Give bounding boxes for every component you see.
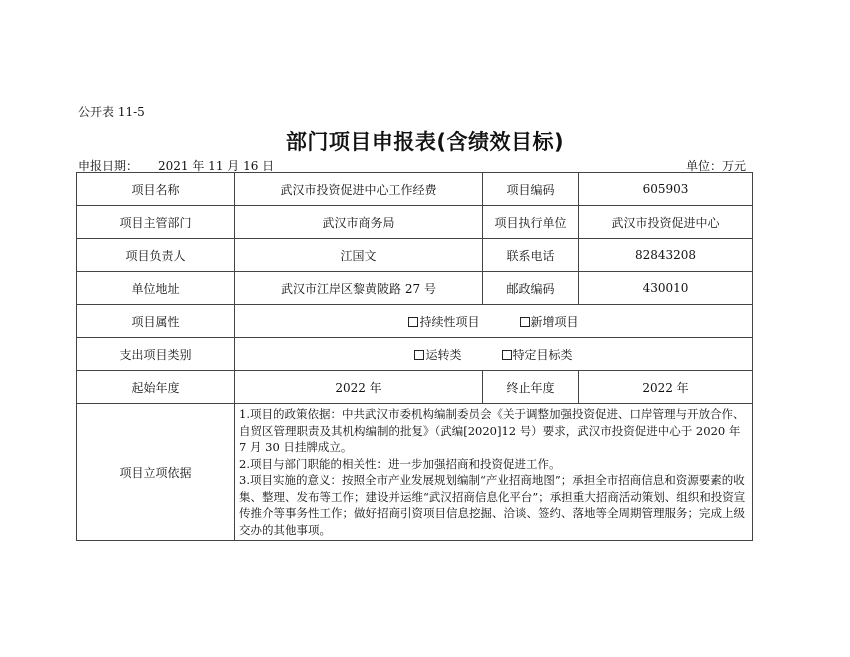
cell-label: 终止年度 (483, 371, 579, 404)
attr-options (235, 305, 753, 338)
checkbox-option[interactable] (414, 346, 461, 363)
type-options (235, 338, 753, 371)
basis-line: 3.项目实施的意义：按照全市产业发展规划编制“产业招商地图”；承担全市招商信息和资源要素的收集、整理、发布等工作；建设并运维“武汉招商信息化平台”；承担重大招商活动策划、组织和投资宣传推介等事务性工作；做好招商引资项目信息挖掘、洽谈、签约、落地等全周期管理服务；完成上级交办的其他事项。 (239, 473, 746, 537)
exec-unit-value: 武汉市投资促进中心 (579, 206, 753, 239)
table-row (77, 206, 753, 239)
table-row (77, 371, 753, 404)
end-year-value: 2022 年 (579, 371, 753, 404)
checkbox-icon[interactable] (520, 317, 530, 327)
document-reference: 公开表 11-5 (78, 105, 145, 119)
checkbox-icon[interactable] (414, 350, 424, 360)
cell-label: 项目负责人 (77, 239, 235, 272)
basis-line: 1.项目的政策依据：中共武汉市委机构编制委员会《关于调整加强投资促进、口岸管理与开放合作、自贸区管理职责及其机构编制的批复》（武编[2020]12 号）要求，武汉市投资促进中心于 2020 年 7 月 30 日挂牌成立。 (239, 407, 745, 454)
table-row (77, 338, 753, 371)
table-row (77, 305, 753, 338)
phone-value: 82843208 (579, 239, 753, 272)
cell-label: 项目立项依据 (77, 404, 235, 541)
checkbox-option[interactable] (408, 313, 479, 330)
currency-unit: 单位：万元 (685, 159, 746, 173)
cell-label: 联系电话 (483, 239, 579, 272)
cell-label: 支出项目类别 (77, 338, 235, 371)
table-row (77, 272, 753, 305)
option-label: 特定目标类 (512, 347, 573, 362)
postcode-value: 430010 (579, 272, 753, 305)
address-value: 武汉市江岸区黎黄陂路 27 号 (235, 272, 483, 305)
cell-label: 起始年度 (77, 371, 235, 404)
option-label: 新增项目 (530, 314, 579, 329)
checkbox-option[interactable] (502, 346, 573, 363)
project-name-value: 武汉市投资促进中心工作经费 (235, 173, 483, 206)
cell-label: 项目编码 (483, 173, 579, 206)
option-label: 持续性项目 (419, 314, 480, 329)
cell-label: 项目属性 (77, 305, 235, 338)
table-row (77, 404, 753, 541)
cell-label: 项目主管部门 (77, 206, 235, 239)
leader-value: 江国文 (235, 239, 483, 272)
basis-text (235, 404, 753, 541)
basis-line: 2.项目与部门职能的相关性：进一步加强招商和投资促进工作。 (239, 456, 561, 471)
cell-label: 项目执行单位 (483, 206, 579, 239)
checkbox-icon[interactable] (502, 350, 512, 360)
cell-label: 项目名称 (77, 173, 235, 206)
page-title: 部门项目申报表(含绩效目标) (285, 130, 565, 154)
date-label: 申报日期： (78, 159, 139, 173)
project-code-value: 605903 (579, 173, 753, 206)
cell-label: 邮政编码 (483, 272, 579, 305)
cell-label: 单位地址 (77, 272, 235, 305)
option-label: 运转类 (425, 347, 462, 362)
dept-value: 武汉市商务局 (235, 206, 483, 239)
project-form-table (76, 172, 753, 541)
checkbox-option[interactable] (520, 313, 579, 330)
table-row (77, 173, 753, 206)
date-value: 2021 年 11 月 16 日 (158, 159, 275, 173)
start-year-value: 2022 年 (235, 371, 483, 404)
table-row (77, 239, 753, 272)
checkbox-icon[interactable] (408, 317, 418, 327)
